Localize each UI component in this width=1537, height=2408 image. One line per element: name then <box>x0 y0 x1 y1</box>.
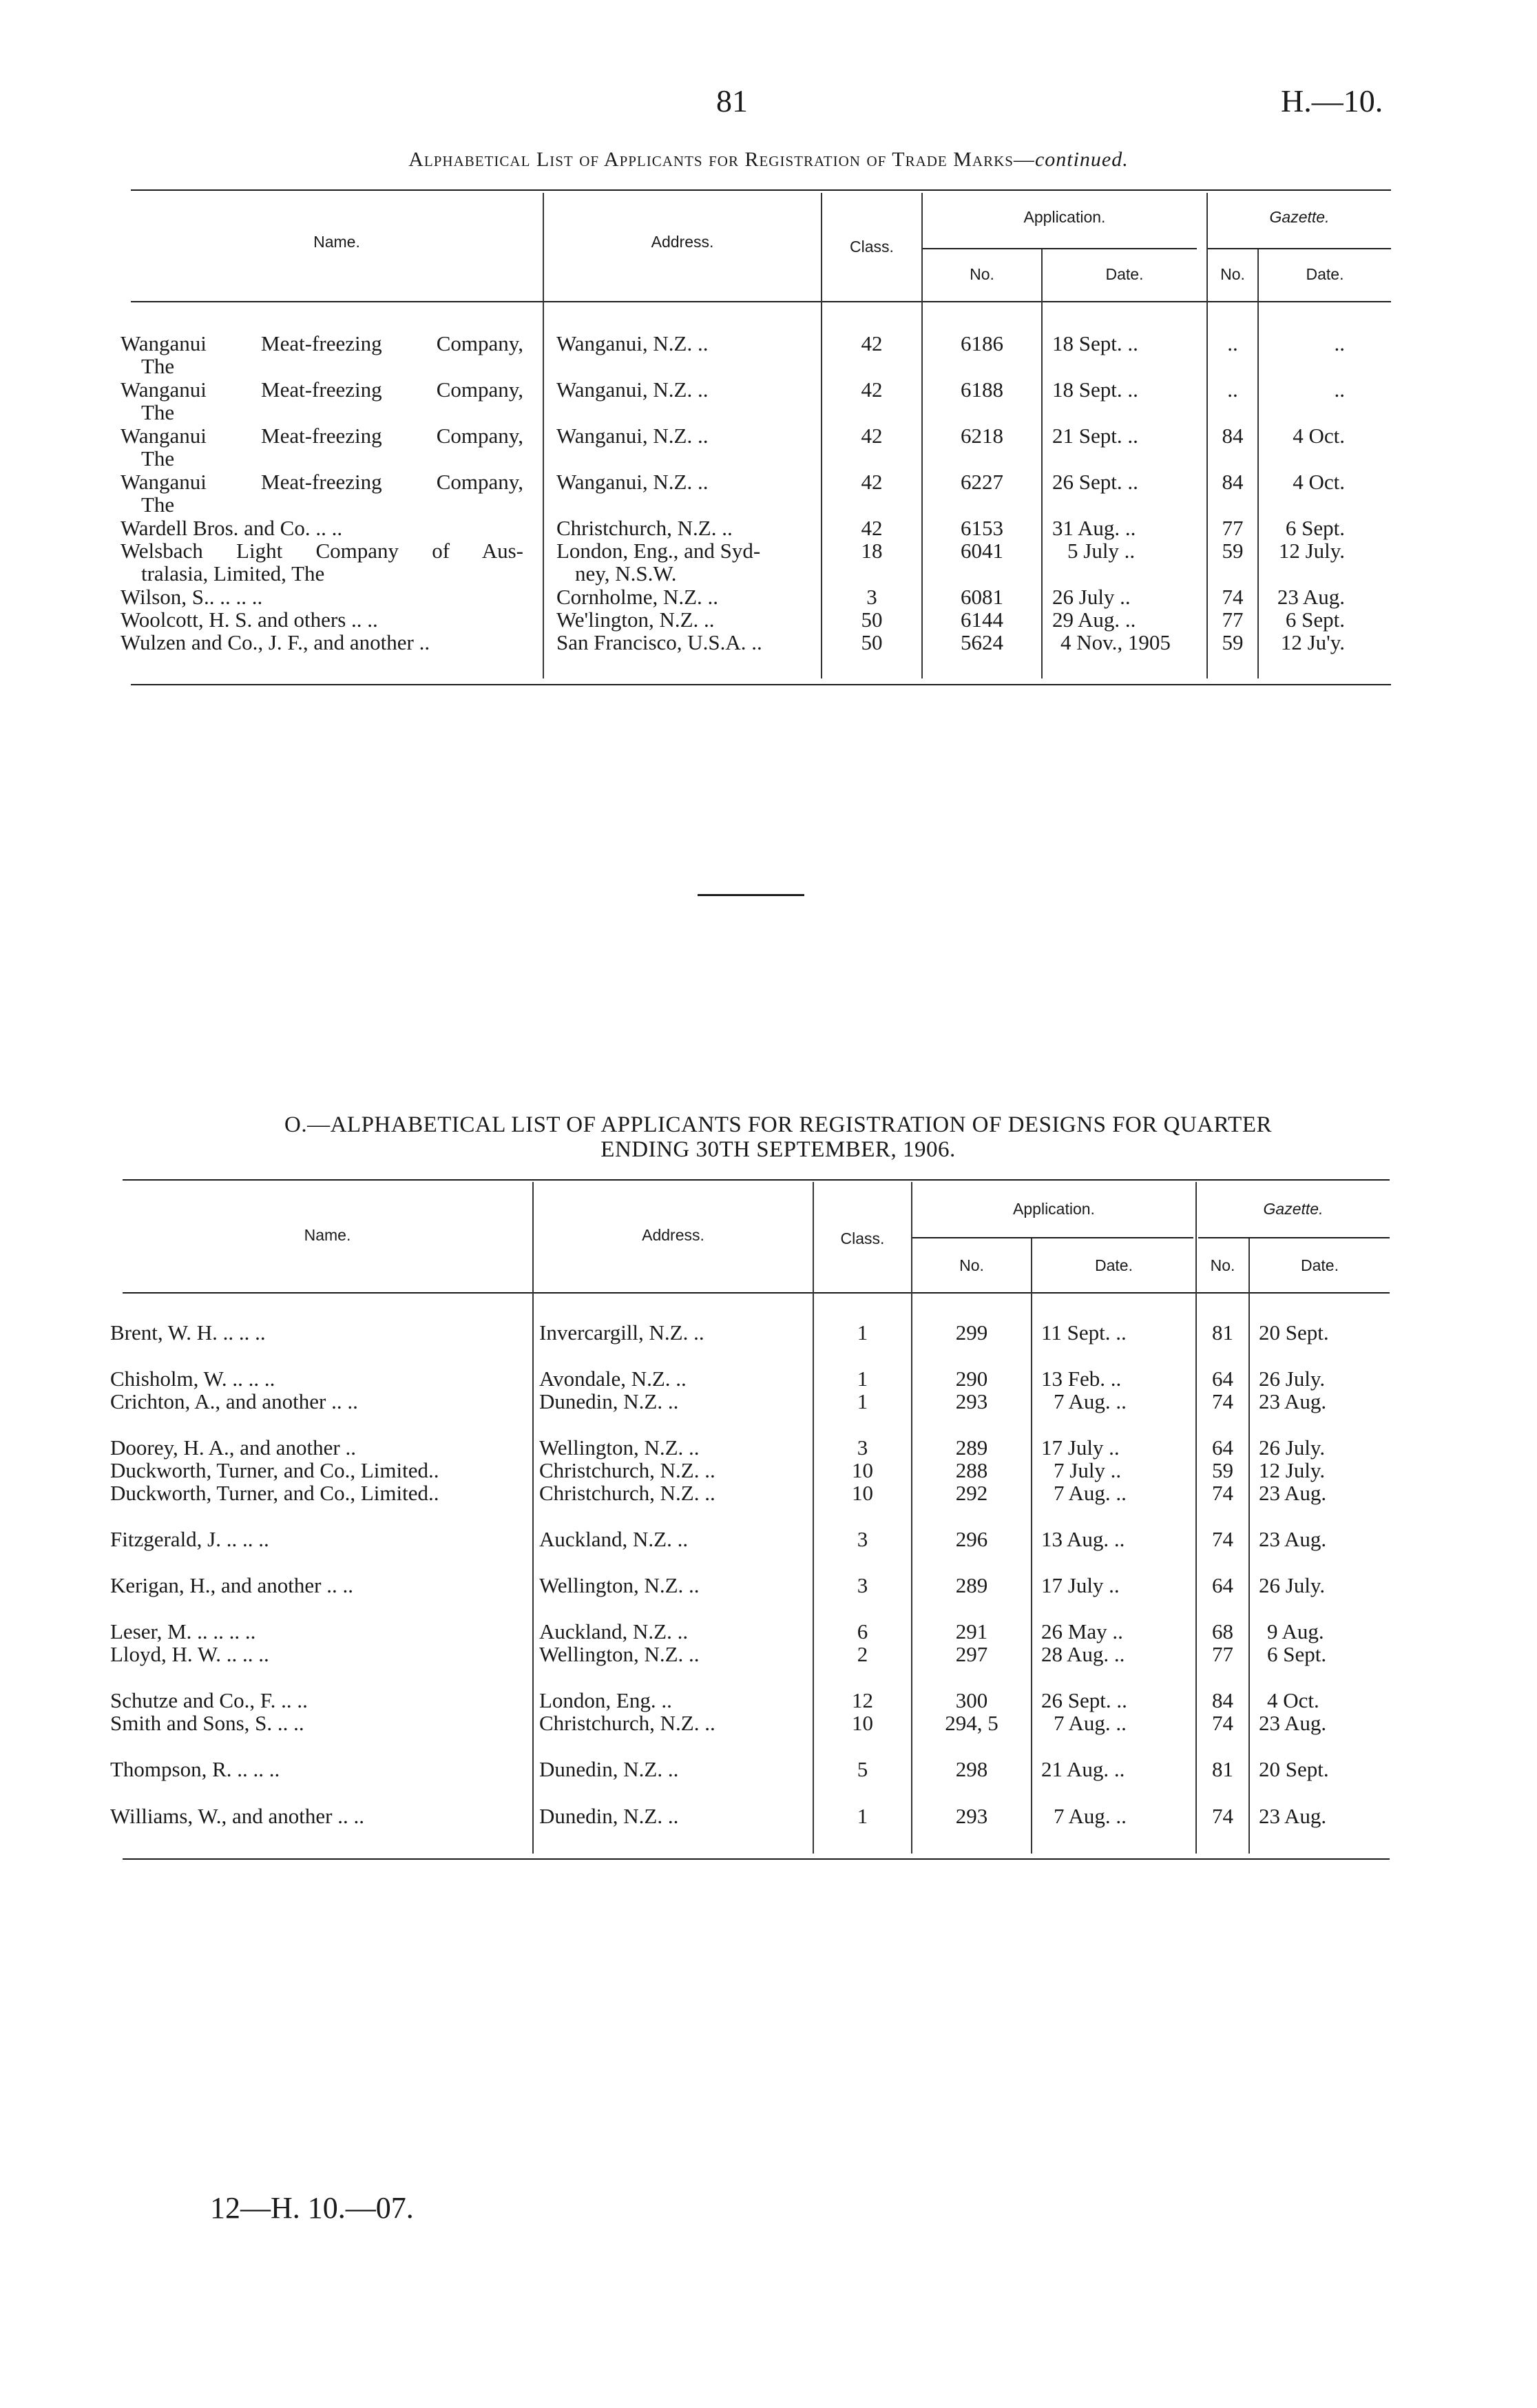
class-cell: 1 <box>857 1367 868 1391</box>
class-cell: 42 <box>861 331 883 355</box>
name-cell-cont: The <box>141 354 175 378</box>
table1-header-address: Address. <box>651 233 714 251</box>
app-date-cell: 13 Feb. .. <box>1041 1367 1122 1391</box>
class-cell: 3 <box>857 1527 868 1551</box>
app-date-cell: 5 July .. <box>1067 539 1136 563</box>
gazette-no-cell: .. <box>1227 331 1238 355</box>
table1-title-continued: continued. <box>1034 148 1129 171</box>
address-cell: Invercargill, N.Z. .. <box>539 1320 704 1345</box>
table2-header-rule <box>123 1292 1390 1294</box>
address-cell: Avondale, N.Z. .. <box>539 1367 687 1391</box>
name-cell: Wilson, S.. .. .. .. <box>121 585 263 609</box>
name-cell: Wanganui Meat-freezing Company, <box>121 470 523 494</box>
address-cell: Christchurch, N.Z. .. <box>539 1481 715 1505</box>
class-cell: 3 <box>857 1435 868 1460</box>
table1-application-rule <box>923 248 1197 249</box>
class-cell: 10 <box>852 1458 873 1482</box>
gazette-date-cell: 6 Sept. <box>1285 516 1345 540</box>
address-cell: London, Eng., and Syd- <box>556 539 761 563</box>
table1-header-app-date: Date. <box>1105 265 1144 283</box>
gazette-no-cell: 64 <box>1212 1435 1233 1460</box>
table2-title-line1: O.—ALPHABETICAL LIST OF APPLICANTS FOR REGISTRATION OF DESIGNS FOR QUARTER <box>284 1112 1272 1137</box>
app-date-cell: 4 Nov., 1905 <box>1060 630 1171 654</box>
table1-header-rule <box>131 301 1391 302</box>
app-no-cell: 293 <box>955 1389 988 1413</box>
gazette-no-cell: 81 <box>1212 1757 1233 1781</box>
table2-header-gazette: Gazette. <box>1263 1200 1324 1218</box>
gazette-no-cell: 74 <box>1212 1804 1233 1828</box>
class-cell: 5 <box>857 1757 868 1781</box>
class-cell: 1 <box>857 1320 868 1345</box>
app-no-cell: 6186 <box>961 331 1003 355</box>
table2-divider <box>1031 1238 1032 1854</box>
name-cell: Schutze and Co., F. .. .. <box>110 1688 308 1712</box>
table2-header-class: Class. <box>840 1229 885 1247</box>
app-date-cell: 29 Aug. .. <box>1052 608 1136 632</box>
gazette-date-cell: 12 July. <box>1278 539 1345 563</box>
gazette-date-cell: .. <box>1334 377 1345 402</box>
name-cell-cont: The <box>141 400 175 424</box>
table1-divider <box>1041 249 1043 678</box>
address-cell: Wellington, N.Z. .. <box>539 1435 700 1460</box>
table2-header-gazette-date: Date. <box>1301 1256 1339 1274</box>
class-cell: 42 <box>861 470 883 494</box>
name-cell: Duckworth, Turner, and Co., Limited.. <box>110 1458 439 1482</box>
table1-header-application: Application. <box>1023 208 1106 226</box>
gazette-no-cell: 77 <box>1222 608 1244 632</box>
app-date-cell: 18 Sept. .. <box>1052 377 1138 402</box>
name-cell-cont: The <box>141 492 175 517</box>
gazette-no-cell: 77 <box>1222 516 1244 540</box>
gazette-no-cell: 64 <box>1212 1573 1233 1597</box>
table1-title-main: Alphabetical List of Applicants for Registration of Trade Marks— <box>408 148 1035 171</box>
address-cell: Christchurch, N.Z. .. <box>539 1711 715 1735</box>
gazette-date-cell: 26 July. <box>1259 1367 1326 1391</box>
app-date-cell: 17 July .. <box>1041 1435 1120 1460</box>
app-no-cell: 300 <box>955 1688 988 1712</box>
name-cell: Wardell Bros. and Co. .. .. <box>121 516 343 540</box>
gazette-date-cell: 23 Aug. <box>1259 1527 1327 1551</box>
app-date-cell: 31 Aug. .. <box>1052 516 1136 540</box>
name-cell: Leser, M. .. .. .. .. <box>110 1619 256 1643</box>
table1-bottom-rule <box>131 684 1391 685</box>
name-cell: Duckworth, Turner, and Co., Limited.. <box>110 1481 439 1505</box>
gazette-no-cell: 84 <box>1222 470 1244 494</box>
app-no-cell: 297 <box>955 1642 988 1666</box>
table1-header-gazette-date: Date. <box>1306 265 1344 283</box>
gazette-date-cell: 4 Oct. <box>1293 470 1345 494</box>
app-date-cell: 7 July .. <box>1054 1458 1122 1482</box>
address-cell: Wellington, N.Z. .. <box>539 1573 700 1597</box>
app-no-cell: 6144 <box>961 608 1003 632</box>
name-cell: Woolcott, H. S. and others .. .. <box>121 608 378 632</box>
address-cell: Wellington, N.Z. .. <box>539 1642 700 1666</box>
app-no-cell: 290 <box>955 1367 988 1391</box>
gazette-no-cell: 74 <box>1212 1711 1233 1735</box>
table2-top-rule <box>123 1179 1390 1181</box>
address-cell: London, Eng. .. <box>539 1688 672 1712</box>
section-separator <box>698 894 804 896</box>
gazette-date-cell: .. <box>1334 331 1345 355</box>
gazette-no-cell: 77 <box>1212 1642 1233 1666</box>
app-no-cell: 298 <box>955 1757 988 1781</box>
name-cell: Brent, W. H. .. .. .. <box>110 1320 266 1345</box>
gazette-date-cell: 23 Aug. <box>1259 1804 1327 1828</box>
table1-header-gazette: Gazette. <box>1269 208 1330 226</box>
table2-header-application: Application. <box>1013 1200 1095 1218</box>
app-date-cell: 26 May .. <box>1041 1619 1123 1643</box>
class-cell: 12 <box>852 1688 873 1712</box>
address-cell: San Francisco, U.S.A. .. <box>556 630 762 654</box>
table1-header-app-no: No. <box>970 265 994 283</box>
class-cell: 1 <box>857 1804 868 1828</box>
name-cell: Williams, W., and another .. .. <box>110 1804 364 1828</box>
address-cell: Dunedin, N.Z. .. <box>539 1389 679 1413</box>
app-no-cell: 293 <box>955 1804 988 1828</box>
class-cell: 50 <box>861 630 883 654</box>
gazette-date-cell: 20 Sept. <box>1259 1757 1329 1781</box>
gazette-date-cell: 6 Sept. <box>1267 1642 1327 1666</box>
gazette-date-cell: 9 Aug. <box>1267 1619 1324 1643</box>
table1-divider <box>543 193 544 678</box>
name-cell: Chisholm, W. .. .. .. <box>110 1367 275 1391</box>
table1-title <box>0 148 1537 172</box>
gazette-date-cell: 4 Oct. <box>1293 424 1345 448</box>
app-no-cell: 291 <box>955 1619 988 1643</box>
app-no-cell: 6188 <box>961 377 1003 402</box>
table1-header-name: Name. <box>313 233 360 251</box>
address-cell: Wanganui, N.Z. .. <box>556 377 709 402</box>
gazette-no-cell: 84 <box>1222 424 1244 448</box>
table2-divider <box>1195 1182 1197 1854</box>
gazette-no-cell: 68 <box>1212 1619 1233 1643</box>
app-no-cell: 289 <box>955 1573 988 1597</box>
name-cell: Smith and Sons, S. .. .. <box>110 1711 304 1735</box>
app-date-cell: 28 Aug. .. <box>1041 1642 1125 1666</box>
name-cell: Doorey, H. A., and another .. <box>110 1435 356 1460</box>
address-cell: Auckland, N.Z. .. <box>539 1619 689 1643</box>
footer-code: 12—H. 10.—07. <box>210 2191 414 2225</box>
table2-header-gazette-no: No. <box>1210 1256 1235 1274</box>
gazette-no-cell: 59 <box>1222 630 1244 654</box>
address-cell: Wanganui, N.Z. .. <box>556 331 709 355</box>
table2-divider <box>532 1182 534 1854</box>
name-cell: Wanganui Meat-freezing Company, <box>121 377 523 402</box>
name-cell: Kerigan, H., and another .. .. <box>110 1573 353 1597</box>
address-cell: Wanganui, N.Z. .. <box>556 470 709 494</box>
table2-divider <box>1248 1238 1250 1854</box>
gazette-date-cell: 12 July. <box>1259 1458 1326 1482</box>
class-cell: 3 <box>857 1573 868 1597</box>
app-date-cell: 26 July .. <box>1052 585 1131 609</box>
class-cell: 18 <box>861 539 883 563</box>
app-no-cell: 289 <box>955 1435 988 1460</box>
app-no-cell: 6227 <box>961 470 1003 494</box>
name-cell-cont: The <box>141 446 175 470</box>
gazette-date-cell: 4 Oct. <box>1267 1688 1319 1712</box>
app-no-cell: 288 <box>955 1458 988 1482</box>
name-cell-cont: tralasia, Limited, The <box>141 561 325 585</box>
gazette-date-cell: 26 July. <box>1259 1435 1326 1460</box>
table1-header-class: Class. <box>850 238 894 256</box>
gazette-no-cell: .. <box>1227 377 1238 402</box>
app-date-cell: 21 Sept. .. <box>1052 424 1138 448</box>
address-cell: Christchurch, N.Z. .. <box>539 1458 715 1482</box>
address-cell: Auckland, N.Z. .. <box>539 1527 689 1551</box>
class-cell: 3 <box>866 585 877 609</box>
app-date-cell: 26 Sept. .. <box>1052 470 1138 494</box>
name-cell: Welsbach Light Company of Aus- <box>121 539 523 563</box>
app-no-cell: 296 <box>955 1527 988 1551</box>
gazette-date-cell: 20 Sept. <box>1259 1320 1329 1345</box>
table2-title-line2: ENDING 30TH SEPTEMBER, 1906. <box>600 1137 956 1162</box>
class-cell: 10 <box>852 1711 873 1735</box>
gazette-no-cell: 81 <box>1212 1320 1233 1345</box>
table1-header-gazette-no: No. <box>1220 265 1245 283</box>
app-no-cell: 6041 <box>961 539 1003 563</box>
app-date-cell: 7 Aug. .. <box>1054 1389 1127 1413</box>
gazette-date-cell: 23 Aug. <box>1259 1481 1327 1505</box>
page-number: 81 <box>716 83 748 118</box>
address-cell: Christchurch, N.Z. .. <box>556 516 733 540</box>
address-cell: Cornholme, N.Z. .. <box>556 585 719 609</box>
name-cell: Wanganui Meat-freezing Company, <box>121 424 523 448</box>
class-cell: 1 <box>857 1389 868 1413</box>
app-no-cell: 6153 <box>961 516 1003 540</box>
class-cell: 42 <box>861 424 883 448</box>
app-no-cell: 6081 <box>961 585 1003 609</box>
app-date-cell: 21 Aug. .. <box>1041 1757 1125 1781</box>
table2-gazette-rule <box>1198 1237 1390 1238</box>
gazette-date-cell: 23 Aug. <box>1259 1389 1327 1413</box>
gazette-date-cell: 23 Aug. <box>1259 1711 1327 1735</box>
name-cell: Lloyd, H. W. .. .. .. <box>110 1642 269 1666</box>
table2-header-app-date: Date. <box>1095 1256 1133 1274</box>
class-cell: 42 <box>861 377 883 402</box>
app-date-cell: 26 Sept. .. <box>1041 1688 1127 1712</box>
address-cell-cont: ney, N.S.W. <box>575 561 677 585</box>
gazette-date-cell: 12 Ju'y. <box>1280 630 1345 654</box>
gazette-no-cell: 64 <box>1212 1367 1233 1391</box>
app-date-cell: 13 Aug. .. <box>1041 1527 1125 1551</box>
gazette-date-cell: 23 Aug. <box>1277 585 1345 609</box>
address-cell: Dunedin, N.Z. .. <box>539 1757 679 1781</box>
name-cell: Wulzen and Co., J. F., and another .. <box>121 630 430 654</box>
class-cell: 42 <box>861 516 883 540</box>
table2-divider <box>813 1182 814 1854</box>
app-no-cell: 292 <box>955 1481 988 1505</box>
class-cell: 10 <box>852 1481 873 1505</box>
table2-divider <box>911 1182 912 1854</box>
section-code: H.—10. <box>1281 83 1383 118</box>
class-cell: 2 <box>857 1642 868 1666</box>
app-no-cell: 299 <box>955 1320 988 1345</box>
app-date-cell: 7 Aug. .. <box>1054 1711 1127 1735</box>
gazette-no-cell: 84 <box>1212 1688 1233 1712</box>
app-no-cell: 5624 <box>961 630 1003 654</box>
name-cell: Fitzgerald, J. .. .. .. <box>110 1527 269 1551</box>
app-date-cell: 18 Sept. .. <box>1052 331 1138 355</box>
gazette-no-cell: 74 <box>1212 1527 1233 1551</box>
gazette-no-cell: 74 <box>1222 585 1244 609</box>
class-cell: 50 <box>861 608 883 632</box>
table2-header-app-no: No. <box>959 1256 984 1274</box>
gazette-date-cell: 26 July. <box>1259 1573 1326 1597</box>
gazette-no-cell: 59 <box>1212 1458 1233 1482</box>
app-date-cell: 17 July .. <box>1041 1573 1120 1597</box>
app-date-cell: 7 Aug. .. <box>1054 1481 1127 1505</box>
app-date-cell: 7 Aug. .. <box>1054 1804 1127 1828</box>
name-cell: Wanganui Meat-freezing Company, <box>121 331 523 355</box>
table2-header-address: Address. <box>642 1226 704 1244</box>
table1-gazette-rule <box>1206 248 1391 249</box>
gazette-no-cell: 74 <box>1212 1481 1233 1505</box>
gazette-no-cell: 74 <box>1212 1389 1233 1413</box>
gazette-no-cell: 59 <box>1222 539 1244 563</box>
class-cell: 6 <box>857 1619 868 1643</box>
app-date-cell: 11 Sept. .. <box>1041 1320 1127 1345</box>
table1-top-rule <box>131 189 1391 191</box>
gazette-date-cell: 6 Sept. <box>1285 608 1345 632</box>
table2-header-name: Name. <box>304 1226 351 1244</box>
name-cell: Thompson, R. .. .. .. <box>110 1757 280 1781</box>
address-cell: Wanganui, N.Z. .. <box>556 424 709 448</box>
app-no-cell: 294, 5 <box>945 1711 998 1735</box>
name-cell: Crichton, A., and another .. .. <box>110 1389 358 1413</box>
table2-title <box>138 1112 1419 1162</box>
table2-application-rule <box>912 1237 1193 1238</box>
address-cell: Dunedin, N.Z. .. <box>539 1804 679 1828</box>
app-no-cell: 6218 <box>961 424 1003 448</box>
address-cell: We'lington, N.Z. .. <box>556 608 715 632</box>
table2-bottom-rule <box>123 1858 1390 1860</box>
